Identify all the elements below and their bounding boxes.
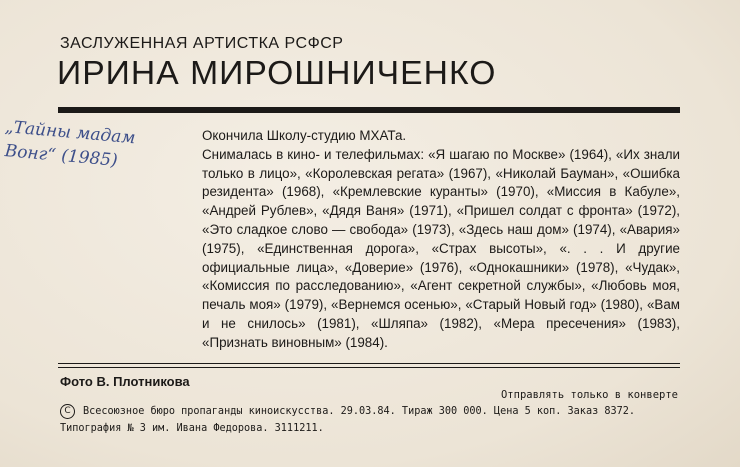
actor-title: ЗАСЛУЖЕННАЯ АРТИСТКА РСФСР bbox=[60, 35, 344, 52]
bio-filmography: Снималась в кино- и телефильмах: «Я шагаю по Москве» (1964), «Их знали только в лицо», «Королевская регата» (1967), «Николай Бауман», «Ошибка резидента» (1968), «Кремлевские куранты» (1970), «Миссия в Кабуле», «Андрей Рублев», «Дядя Ваня» (1971), «Пришел солдат с фронта» (1972), «Это сладкое слово — свобода» (1973), «Здесь наш дом» (1974), «Авария» (1975), «Единственная дорога», «Страх высоты», «. . . И другие официальные лица», «Доверие» (1976), «Однокашники» (1978), «Чудак», «Комиссия по расследованию», «Агент секретной службы», «Любовь моя, печаль моя» (1979), «Вернемся осенью», «Старый Новый год» (1980), «Вам и не снилось» (1981), «Шляпа» (1982), «Мера пресечения» (1983), «Признать виновным» (1984). bbox=[202, 146, 680, 350]
imprint-text-1: Всесоюзное бюро пропаганды киноискусства. 29.03.84. Тираж 300 000. Цена 5 коп. Заказ 8372. bbox=[83, 406, 636, 417]
bio-education: Окончила Школу-студию МХАТа. bbox=[202, 128, 407, 143]
header-rule bbox=[58, 107, 680, 113]
handwritten-note bbox=[2, 115, 176, 178]
actor-name: ИРИНА МИРОШНИЧЕНКО bbox=[57, 54, 497, 91]
copyright-icon: C bbox=[60, 404, 75, 419]
envelope-note: Отправлять только в конверте bbox=[500, 389, 678, 401]
footer-rule-bottom bbox=[58, 367, 680, 368]
handwritten-line-1: „Тайны мадам bbox=[4, 116, 137, 149]
photo-credit: Фото В. Плотникова bbox=[60, 374, 190, 389]
footer-rule-top bbox=[58, 363, 680, 364]
imprint-line-1 bbox=[60, 403, 690, 420]
biography bbox=[202, 127, 680, 353]
handwritten-line-2: Вонг“ (1985) bbox=[3, 141, 119, 171]
imprint bbox=[60, 403, 690, 437]
imprint-line-2: Типография № 3 им. Ивана Федорова. 3111211. bbox=[60, 423, 324, 434]
